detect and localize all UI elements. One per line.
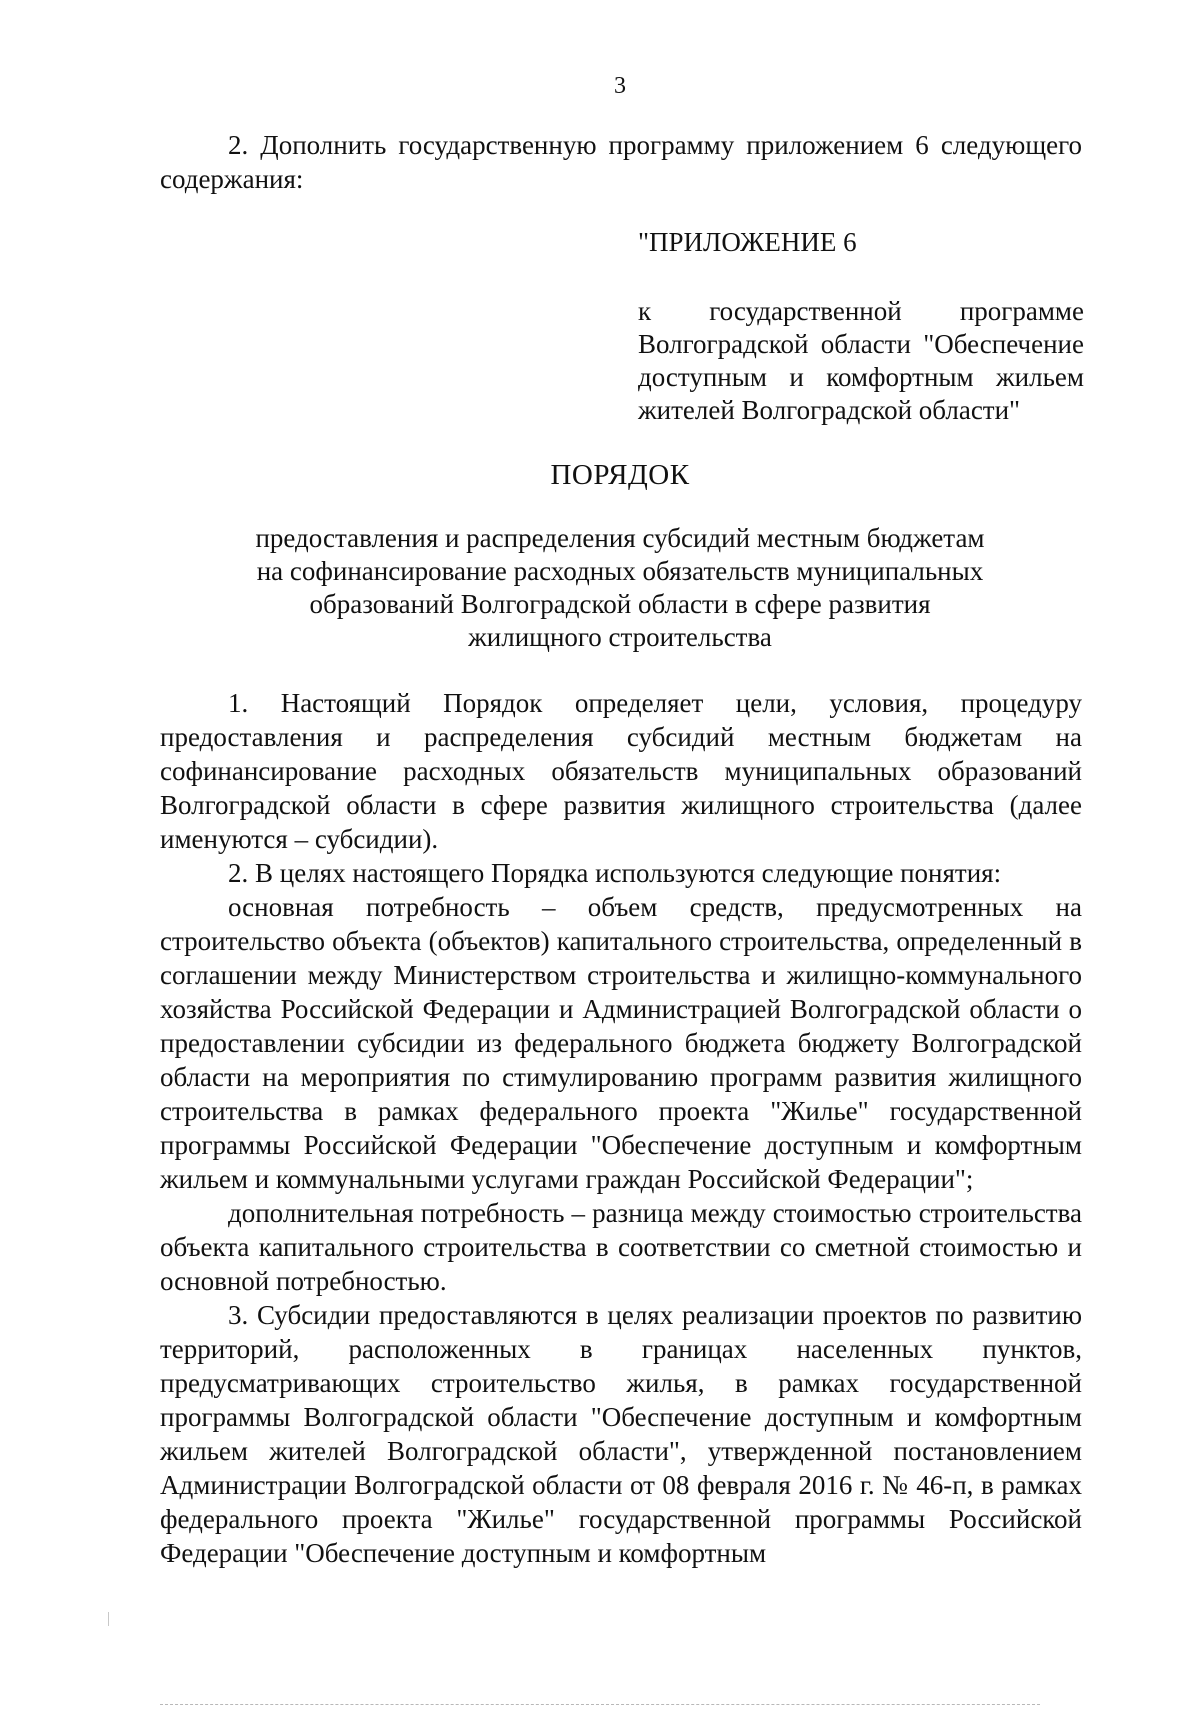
page-number: 3 — [614, 73, 626, 99]
intro-paragraph: 2. Дополнить государственную программу приложением 6 следующего содержания: — [160, 130, 1082, 194]
paragraph-definition-basic: основная потребность – объем средств, предусмотренных на строительство объекта (объектов) капитального строительства, определенный в соглашении между Министерством строительства и жилищно-коммунального хозяйства Российской Федерации и Администрацией Волгоградской области о предоставлении субсидии из федерального бюджета бюджету Волгоградской области на мероприятия по стимулированию программ развития жилищного строительства в рамках федерального проекта "Жилье" государственной программы Российской Федерации "Обеспечение доступным и комфортным жильем и коммунальными услугами граждан Российской Федерации"; — [160, 892, 1082, 1194]
appendix-title: "ПРИЛОЖЕНИЕ 6 — [638, 227, 857, 257]
paragraph-3: 3. Субсидии предоставляются в целях реализации проектов по развитию территорий, расположенных в границах населенных пунктов, предусматривающих строительство жилья, в рамках государственной программы Волгоградской области "Обеспечение доступным и комфортным жильем жителей Волгоградской области", утвержденной постановлением Администрации Волгоградской области от 08 февраля 2016 г. № 46-п, в рамках федерального проекта "Жилье" государственной программы Российской Федерации "Обеспечение доступным и комфортным — [160, 1300, 1082, 1568]
document-heading: ПОРЯДОК — [550, 459, 690, 491]
paragraph-2: 2. В целях настоящего Порядка используются следующие понятия: — [228, 858, 1002, 888]
subheading-line: образований Волгоградской области в сфере развития — [309, 589, 931, 619]
intro-section — [160, 128, 1082, 196]
document-subheading — [200, 522, 1040, 654]
appendix-reference: к государственной программе Волгоградской области "Обеспечение доступным и комфортным жильем жителей Волгоградской области" — [638, 296, 1084, 425]
document-body — [160, 686, 1082, 1570]
subheading-line: жилищного строительства — [468, 622, 772, 652]
paragraph-1: 1. Настоящий Порядок определяет цели, условия, процедуру предоставления и распределения субсидий местным бюджетам на софинансирование расходных обязательств муниципальных образований Волгоградской области в сфере развития жилищного строительства (далее именуются – субсидии). — [160, 688, 1082, 854]
subheading-line: на софинансирование расходных обязательств муниципальных — [256, 556, 984, 586]
scan-artifact — [108, 1612, 109, 1626]
subheading-line: предоставления и распределения субсидий местным бюджетам — [255, 523, 985, 553]
paragraph-definition-additional: дополнительная потребность – разница между стоимостью строительства объекта капитального строительства в соответствии со сметной стоимостью и основной потребностью. — [160, 1198, 1082, 1296]
scan-artifact-line — [160, 1704, 1040, 1705]
